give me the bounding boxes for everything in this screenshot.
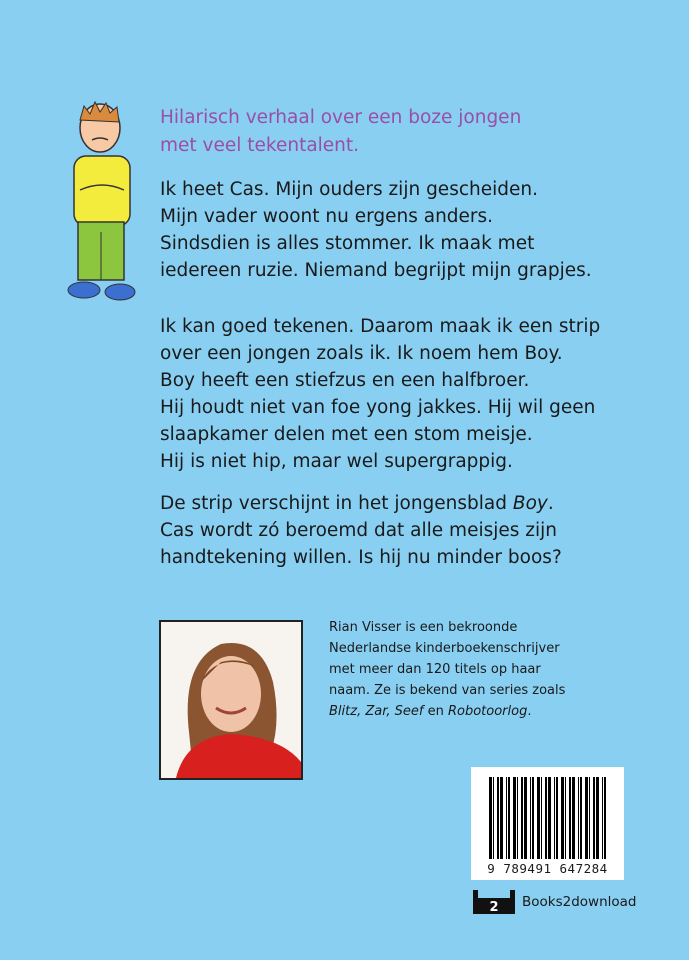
blurb-line: Sindsdien is alles stommer. Ik maak met [160,233,535,254]
blurb-line [160,490,562,517]
barcode-bar [524,777,527,859]
barcode-bar [545,777,547,859]
bio-line: Nederlandse kinderboekenschrijver [329,641,560,656]
isbn-digits: 9 789491 647284 [487,861,608,876]
barcode-bar [541,777,542,859]
author-bio [329,617,565,722]
barcode-bar [580,777,582,859]
tagline [160,104,521,160]
barcode-bar [572,777,575,859]
blurb-line: handtekening willen. Is hij nu minder boos? [160,547,562,568]
magazine-title: Boy [512,493,548,514]
text: . [547,493,554,514]
barcode-bar [569,777,571,859]
svg-text:2: 2 [489,900,499,914]
barcode-bar [489,777,492,859]
barcode-bars [471,767,624,862]
author-photo [159,620,303,780]
publisher [472,890,637,914]
series: Robotoorlog [447,704,528,719]
period: . [527,704,532,719]
barcode-bar [604,777,606,859]
barcode-bar [561,777,564,859]
bio-line: naam. Ze is bekend van series zoals [329,683,566,698]
barcode-bar [493,777,494,859]
barcode-bar [548,777,551,859]
boy-illustration [62,98,142,307]
blurb-line: Ik heet Cas. Mijn ouders zijn gescheiden. [160,179,538,200]
text: De strip verschijnt in het jongensblad [160,493,513,514]
blurb-paragraph-2 [160,313,600,475]
bio-line: Rian Visser is een bekroonde [329,620,518,635]
blurb-paragraph-3 [160,490,562,571]
blurb-line: Cas wordt zó beroemd dat alle meisjes zijn [160,520,557,541]
blurb-line: slaapkamer delen met een stom meisje. [160,424,533,445]
isbn-barcode [471,767,624,880]
blurb-line: over een jongen zoals ik. Ik noem hem Boy. [160,343,563,364]
blurb-paragraph-1 [160,176,592,284]
sep: , [357,704,366,719]
barcode-bar [578,777,579,859]
barcode-bar [565,777,566,859]
barcode-bar [497,777,499,859]
barcode-bar [517,777,518,859]
barcode-bar [537,777,540,859]
series: Blitz [329,704,358,719]
barcode-bar [530,777,531,859]
tagline-line: met veel tekentalent. [160,135,360,156]
bio-series-line [329,701,565,722]
barcode-bar [589,777,590,859]
tagline-line: Hilarisch verhaal over een boze jongen [160,107,522,128]
publisher-name: Books2download [522,894,637,910]
barcode-bar [513,777,516,859]
barcode-bar [500,777,503,859]
barcode-bar [508,777,510,859]
barcode-bar [596,777,599,859]
blurb-line: iedereen ruzie. Niemand begrijpt mijn grapjes. [160,260,592,281]
barcode-bar [521,777,523,859]
blurb-line: Hij is niet hip, maar wel supergrappig. [160,451,513,472]
blurb-line: Mijn vader woont nu ergens anders. [160,206,494,227]
barcode-bar [593,777,595,859]
bio-line: met meer dan 120 titels op haar [329,662,541,677]
conjunction: en [423,704,448,719]
barcode-bar [554,777,555,859]
blurb-line: Hij houdt niet van foe yong jakkes. Hij wil geen [160,397,596,418]
blurb-line: Ik kan goed tekenen. Daarom maak ik een strip [160,316,601,337]
sep: , [386,704,395,719]
barcode-bar [556,777,558,859]
blurb-line: Boy heeft een stiefzus en een halfbroer. [160,370,530,391]
barcode-bar [532,777,534,859]
barcode-bar [506,777,507,859]
publisher-logo [472,890,516,914]
series: Seef [394,704,424,719]
series: Zar [365,704,387,719]
barcode-bar [602,777,603,859]
barcode-bar [585,777,588,859]
